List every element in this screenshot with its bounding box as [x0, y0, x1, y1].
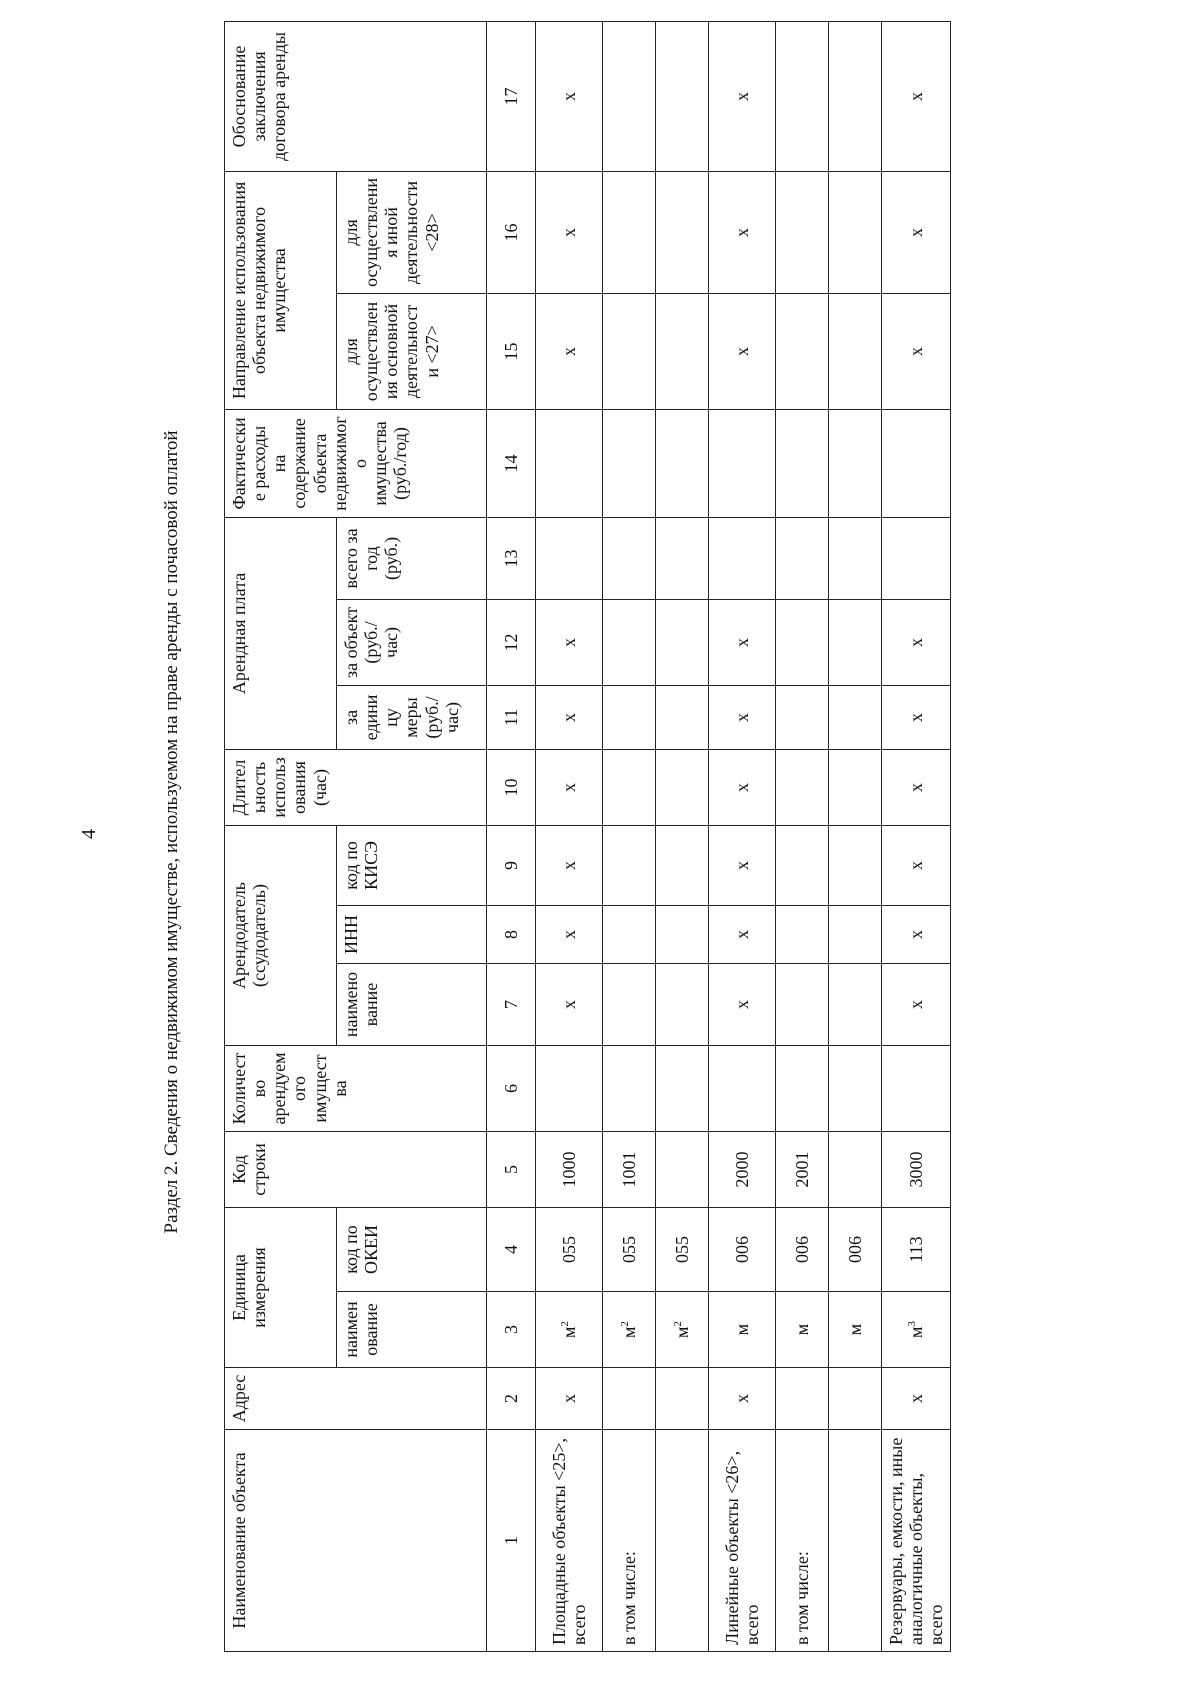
table-cell: х — [536, 749, 603, 825]
table-cell — [656, 1131, 709, 1207]
table-cell: х — [882, 21, 951, 171]
table-cell: 006 — [709, 1207, 776, 1291]
table-cell: х — [709, 685, 776, 749]
table-cell — [536, 517, 603, 599]
table-cell — [829, 825, 882, 905]
unit-cell: $м^2$ — [603, 1292, 656, 1368]
property-table — [224, 21, 951, 1652]
unit-cell: $м^2$ — [536, 1292, 603, 1368]
table-cell: 2001 — [776, 1131, 829, 1207]
table-cell — [656, 171, 709, 293]
header-duration: Длительность использования (час) — [225, 749, 487, 825]
header-rent-year: всего за год (руб.) — [337, 517, 487, 599]
table-cell: м — [829, 1292, 882, 1368]
table-cell — [776, 685, 829, 749]
table-cell — [829, 517, 882, 599]
table-cell: х — [536, 171, 603, 293]
table-cell: х — [536, 825, 603, 905]
unit-cell: $м^3$ — [882, 1292, 951, 1368]
column-number: 8 — [487, 905, 536, 963]
header-unit: Единица измерения — [225, 1207, 337, 1367]
header-lessor: Арендодатель (ссудодатель) — [225, 825, 337, 1045]
header-rent: Арендная плата — [225, 517, 337, 749]
table-cell: х — [882, 599, 951, 685]
table-cell — [603, 599, 656, 685]
table-cell — [776, 905, 829, 963]
table-cell: в том числе: — [776, 1430, 829, 1652]
header-unit-code: код по ОКЕИ — [337, 1207, 487, 1291]
table-cell: 006 — [829, 1207, 882, 1291]
table-cell — [656, 1430, 709, 1652]
unit-cell: $м^2$ — [656, 1292, 709, 1368]
table-cell: 055 — [536, 1207, 603, 1291]
table-cell — [829, 293, 882, 409]
table-cell — [656, 749, 709, 825]
table-cell: х — [882, 685, 951, 749]
table-cell: х — [882, 293, 951, 409]
header-lessor-inn: ИНН — [337, 905, 487, 963]
table-cell: х — [882, 963, 951, 1045]
table-cell — [709, 517, 776, 599]
table-cell — [829, 21, 882, 171]
table-cell — [709, 1045, 776, 1131]
table-cell — [776, 599, 829, 685]
table-cell: х — [709, 171, 776, 293]
table-cell: 055 — [656, 1207, 709, 1291]
table-cell — [603, 517, 656, 599]
table-cell: х — [882, 825, 951, 905]
table-cell: 3000 — [882, 1131, 951, 1207]
table-cell: Площадные объекты <25>, всего — [536, 1430, 603, 1652]
table-cell — [656, 293, 709, 409]
table-cell — [776, 1045, 829, 1131]
table-cell — [656, 963, 709, 1045]
table-cell — [829, 1131, 882, 1207]
table-cell: х — [882, 905, 951, 963]
table-cell — [603, 21, 656, 171]
table-cell: х — [709, 599, 776, 685]
table-cell — [603, 749, 656, 825]
table-cell — [829, 171, 882, 293]
table-row — [776, 21, 829, 1651]
header-object-name: Наименование объекта — [225, 1430, 487, 1652]
table-cell: 1001 — [603, 1131, 656, 1207]
table-cell — [656, 685, 709, 749]
table-cell — [829, 685, 882, 749]
column-number: 4 — [487, 1207, 536, 1291]
column-number: 14 — [487, 409, 536, 517]
table-row — [656, 21, 709, 1651]
table-cell: х — [536, 293, 603, 409]
table-cell: 113 — [882, 1207, 951, 1291]
table-cell — [882, 1045, 951, 1131]
table-cell — [776, 963, 829, 1045]
table-cell: х — [536, 685, 603, 749]
table-cell: 2000 — [709, 1131, 776, 1207]
table-cell — [656, 905, 709, 963]
column-number: 2 — [487, 1368, 536, 1430]
table-cell — [882, 409, 951, 517]
column-number: 17 — [487, 21, 536, 171]
table-cell: х — [536, 905, 603, 963]
table-cell: х — [709, 293, 776, 409]
header-unit-name: наименование — [337, 1292, 487, 1368]
header-quantity: Количество арендуемого имущества — [225, 1045, 487, 1131]
column-number: 11 — [487, 685, 536, 749]
table-cell — [603, 685, 656, 749]
table-cell: х — [536, 963, 603, 1045]
column-number: 13 — [487, 517, 536, 599]
column-number: 6 — [487, 1045, 536, 1131]
table-cell: х — [882, 749, 951, 825]
header-direction-main: для осуществления основной деятельности <27> — [337, 293, 487, 409]
column-number: 1 — [487, 1430, 536, 1652]
table-cell: м — [776, 1292, 829, 1368]
table-cell — [776, 825, 829, 905]
header-direction: Направление использования объекта недвижимого имущества — [225, 171, 337, 409]
column-number: 3 — [487, 1292, 536, 1368]
table-cell — [776, 171, 829, 293]
page-number: 4 — [78, 829, 100, 839]
table-cell — [603, 409, 656, 517]
table-cell — [656, 1045, 709, 1131]
table-cell — [829, 409, 882, 517]
table-cell — [536, 409, 603, 517]
header-row-code: Код строки — [225, 1131, 487, 1207]
table-cell — [603, 171, 656, 293]
table-body — [536, 21, 951, 1651]
header-lessor-name: наименование — [337, 963, 487, 1045]
table-cell: х — [709, 905, 776, 963]
table-cell — [656, 409, 709, 517]
table-cell: х — [709, 825, 776, 905]
table-row — [603, 21, 656, 1651]
table-rotator — [224, 22, 1154, 1652]
column-number: 10 — [487, 749, 536, 825]
section-title: Раздел 2. Сведения о недвижимом имуществе, используемом на праве аренды с почасовой оплатой — [161, 430, 182, 1234]
table-cell — [603, 963, 656, 1045]
table-cell — [656, 825, 709, 905]
table-cell: х — [709, 749, 776, 825]
table-cell — [829, 1368, 882, 1430]
table-cell — [656, 1368, 709, 1430]
table-cell — [656, 21, 709, 171]
table-cell — [829, 1430, 882, 1652]
table-cell — [656, 517, 709, 599]
column-numbers-row — [487, 21, 536, 1651]
table-cell — [536, 1045, 603, 1131]
table-cell: х — [882, 171, 951, 293]
table-cell — [776, 21, 829, 171]
table-cell — [829, 749, 882, 825]
table-cell — [829, 599, 882, 685]
column-number: 9 — [487, 825, 536, 905]
table-cell: х — [709, 1368, 776, 1430]
table-cell — [776, 409, 829, 517]
column-number: 12 — [487, 599, 536, 685]
column-number: 16 — [487, 171, 536, 293]
table-cell: х — [536, 21, 603, 171]
table-cell — [776, 517, 829, 599]
header-direction-other: для осуществления иной деятельности <28> — [337, 171, 487, 293]
header-actual-expenses: Фактические расходы на содержание объекта недвижимого имущества (руб./год) — [225, 409, 487, 517]
header-lessor-kise: код по КИСЭ — [337, 825, 487, 905]
table-cell — [882, 517, 951, 599]
table-cell: х — [709, 963, 776, 1045]
table-cell — [603, 1368, 656, 1430]
table-cell — [829, 1045, 882, 1131]
header-rent-unit: за единицу меры (руб./час) — [337, 685, 487, 749]
column-number: 5 — [487, 1131, 536, 1207]
table-cell: 055 — [603, 1207, 656, 1291]
table-row — [882, 21, 951, 1651]
table-cell — [603, 825, 656, 905]
table-cell — [709, 409, 776, 517]
table-row — [536, 21, 603, 1651]
table-row — [829, 21, 882, 1651]
table-cell: в том числе: — [603, 1430, 656, 1652]
table-cell: х — [536, 599, 603, 685]
table-cell: 1000 — [536, 1131, 603, 1207]
header-address: Адрес — [225, 1368, 487, 1430]
table-cell — [603, 1045, 656, 1131]
table-row — [709, 21, 776, 1651]
table-cell — [603, 905, 656, 963]
table-cell — [603, 293, 656, 409]
column-number: 7 — [487, 963, 536, 1045]
table-cell: 006 — [776, 1207, 829, 1291]
table-cell: Резервуары, емкости, иные аналогичные объекты, всего — [882, 1430, 951, 1652]
column-number: 15 — [487, 293, 536, 409]
table-cell: х — [536, 1368, 603, 1430]
table-cell — [776, 749, 829, 825]
table-cell: Линейные объекты <26>, всего — [709, 1430, 776, 1652]
header-justification: Обоснование заключения договора аренды — [225, 21, 487, 171]
table-cell: х — [709, 21, 776, 171]
table-cell: м — [709, 1292, 776, 1368]
table-cell: х — [882, 1368, 951, 1430]
header-rent-object: за объект (руб./час) — [337, 599, 487, 685]
table-cell — [656, 599, 709, 685]
table-cell — [829, 963, 882, 1045]
table-cell — [776, 1368, 829, 1430]
table-cell — [776, 293, 829, 409]
table-cell — [829, 905, 882, 963]
